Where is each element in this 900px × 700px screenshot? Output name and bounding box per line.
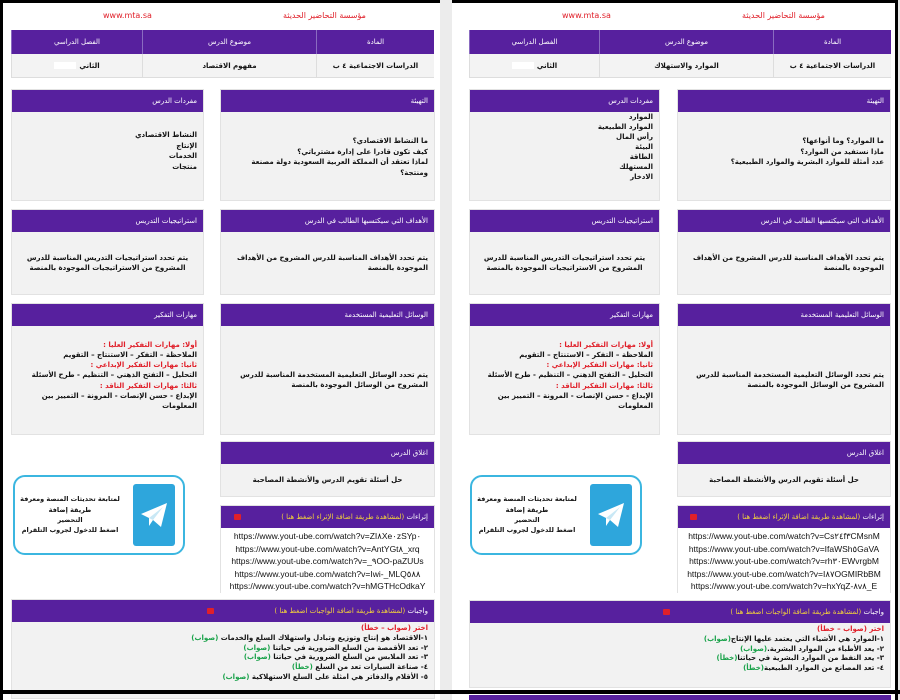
homework-item: ١-الموارد هي الأشياء التي يعتمد عليها الإنتاج(صواب) [703, 634, 884, 643]
enrichment-links [678, 528, 890, 593]
next-section-header [469, 695, 891, 700]
thinking-list: أولا: مهارات التفكير العليا : الملاحظة – التفكر – الاستنتاج – التقويم ثانيا: مهارات التفكير الإبداعي : التحليل – التفتح الذهني – التنظيم - طرح الأسئلة ثالثا: مهارات التفكير الناقد : الإبداع - حسن الإنصات - المرونة – التمييز بين المعلومات [487, 341, 653, 410]
meta-term: الثاني [11, 54, 142, 78]
homework-item: ٥- الأقلام والدفاتر هي امثلة على السلع الاستهلاكية (صواب) [222, 672, 428, 681]
org-name: مؤسسة التحاضير الحديثة [283, 11, 366, 20]
aids-text: يتم تحدد الوسائل التعليمية المستخدمة المناسبة للدرس المشروح من الوسائل الموجودة بالمنصة [240, 370, 428, 389]
closing-text: حل أسئلة تقويم الدرس والأنشطة المصاحبة [252, 475, 403, 484]
intro-body: ما النشاط الاقتصادي؟ كيف تكون قادرا على إدارة مشترياتي؟ لماذا تعتقد أن المملكة العربية السعودية دولة مصنعة ومنتجة؟ [251, 137, 428, 177]
page-gap [440, 0, 452, 700]
goals-text: يتم تحدد الأهداف المناسبة للدرس المشروح من الأهداف الموجودة بالمنصة [692, 253, 884, 272]
vocab-list: الموارد الموارد الطبيعية رأس المال البيئة الطاقة المستهلك الادخار [597, 113, 653, 181]
strategies-text: يتم تحدد استراتيجيات التدريس المناسبة للدرس المشروح من الاستراتيجيات الموجودة بالمنصة [483, 253, 646, 272]
lesson-page-1 [0, 0, 440, 700]
org-name: مؤسسة التحاضير الحديثة [742, 11, 825, 20]
meta-topic: مفهوم الاقتصاد [142, 54, 316, 78]
lesson-meta-table [469, 30, 891, 78]
meta-subject: الدراسات الاجتماعية ٤ ب [316, 54, 434, 78]
homework-card [11, 599, 435, 699]
thinking-title: مهارات التفكير [470, 304, 659, 326]
enrichment-link[interactable]: https://www.yout-ube.com/watch?v=AntYGt٨_xrq [235, 543, 420, 554]
goals-text: يتم تحدد الأهداف المناسبة للدرس المشروح من الأهداف الموجودة بالمنصة [236, 253, 428, 272]
homework-item: ٣- يعد النفط من الموارد البشرية في حياتنا(خطأ) [716, 654, 884, 663]
intro-title: التهيئة [678, 90, 890, 112]
meta-topic: الموارد والاستهلاك [599, 54, 773, 78]
frame-bottom-border [0, 690, 900, 694]
meta-header-topic: موضوع الدرس [599, 30, 773, 54]
intro-title: التهيئة [221, 90, 434, 112]
intro-card [220, 89, 435, 201]
intro-card [677, 89, 891, 201]
homework-header[interactable]: واجبات (لمشاهدة طريقة اضافة الواجبات اضغط هنا ) [470, 601, 890, 623]
enrichment-link[interactable]: https://www.yout-ube.com/watch?v=ZI٨Xe٠zSYp٠ [233, 531, 422, 541]
goals-card [220, 209, 435, 295]
page-header [3, 11, 440, 25]
goals-title: الأهداف التي سيكتسبها الطالب في الدرس [221, 210, 434, 232]
youtube-icon[interactable] [690, 514, 697, 520]
enrichment-link[interactable]: https://www.yout-ube.com/watch?v=I٨٧OGMIRbBM [687, 568, 881, 579]
telegram-banner[interactable] [470, 475, 642, 555]
page-header [452, 11, 895, 25]
telegram-icon [590, 484, 632, 546]
enrichment-link[interactable]: https://www.yout-ube.com/watch?v=Iwi-_MLQ٥٨٨ [234, 568, 421, 579]
telegram-text: لمتابعة تحديثات المنصة ومعرفة طريقة إضافة التحضير اضغط للدخول لجروب التلقرام [20, 495, 120, 535]
youtube-icon[interactable] [207, 608, 214, 614]
strategies-card [11, 209, 204, 295]
vocab-title: مفردات الدرس [470, 90, 659, 112]
strategies-text: يتم تحدد استراتيجيات التدريس المناسبة للدرس المشروح من الاستراتيجيات الموجودة بالمنصة [26, 253, 189, 272]
enrichment-link[interactable]: https://www.yout-ube.com/watch?v=_٩OO-paZUUs [231, 556, 424, 566]
lesson-page-2 [452, 0, 898, 700]
homework-header[interactable]: واجبات (لمشاهدة طريقة اضافة الواجبات اضغط هنا ) [12, 600, 434, 622]
telegram-text: لمتابعة تحديثات المنصة ومعرفة طريقة إضافة التحضير اضغط للدخول لجروب التلقرام [477, 495, 577, 535]
closing-title: اغلاق الدرس [221, 442, 434, 464]
site-url[interactable]: www.mta.sa [103, 11, 152, 20]
meta-header-subject: المادة [316, 30, 434, 54]
homework-list: اختر (صواب – خطأ) ١-الموارد هي الأشياء التي يعتمد عليها الإنتاج(صواب) ٢- يعد الأطباء من الموارد البشرية.(صواب) ٣- يعد النفط من الموارد البشرية في حياتنا(خطأ) ٤- تعد المصانع من الموارد الطبيعية(خطأ) [470, 623, 890, 678]
meta-term: الثاني [469, 54, 599, 78]
meta-header-subject: المادة [773, 30, 891, 54]
enrichment-header[interactable]: إثراءات (لمشاهدة طريقة اضافة الإثراء اضغط هنا ) [678, 506, 890, 528]
vocab-title: مفردات الدرس [12, 90, 203, 112]
strategies-title: استراتيجيات التدريس [12, 210, 203, 232]
site-url[interactable]: www.mta.sa [562, 11, 611, 20]
lesson-meta-table [11, 30, 434, 78]
homework-item: ٤- صناعة السيارات تعد من السلع (خطأ) [291, 663, 428, 672]
homework-item: ٣- تعد الملابس من السلع الضرورية في حياتنا (صواب) [243, 653, 428, 662]
homework-item: ٢- يعد الأطباء من الموارد البشرية.(صواب) [740, 644, 884, 653]
aids-title: الوسائل التعليمية المستخدمة [678, 304, 890, 326]
thinking-card [469, 303, 660, 435]
aids-card [677, 303, 891, 435]
meta-header-topic: موضوع الدرس [142, 30, 316, 54]
enrichment-link[interactable]: https://www.yout-ube.com/watch?v=hxYqZ-٨v٨_E [690, 581, 878, 591]
goals-card [677, 209, 891, 295]
closing-card [677, 441, 891, 497]
enrichment-link[interactable]: https://www.yout-ube.com/watch?v=IfaWSh٥GaVA [688, 543, 880, 554]
enrichment-link[interactable]: https://www.yout-ube.com/watch?v=Cs٢٤f٣CMsnM [688, 531, 880, 541]
closing-text: حل أسئلة تقويم الدرس والأنشطة المصاحبة [709, 475, 859, 484]
enrichment-card [677, 505, 891, 593]
homework-item: ١-الاقتصاد هو إنتاج وتوزيع وتبادل واستهلاك السلع والخدمات (صواب) [191, 633, 428, 642]
youtube-icon[interactable] [234, 514, 241, 520]
strategies-card [469, 209, 660, 295]
enrichment-header[interactable]: إثراءات (لمشاهدة طريقة اضافة الإثراء اضغط هنا ) [221, 506, 434, 528]
aids-title: الوسائل التعليمية المستخدمة [221, 304, 434, 326]
homework-item: ٤- تعد المصانع من الموارد الطبيعية(خطأ) [743, 664, 884, 673]
thinking-card [11, 303, 204, 435]
intro-body: ما الموارد؟ وما أنواعها؟ ماذا نستفيد من الموارد؟ عدد أمثلة للموارد البشرية والموارد الطبيعية؟ [730, 137, 884, 166]
homework-card [469, 600, 891, 688]
vocab-card [469, 89, 660, 201]
enrichment-link[interactable]: https://www.yout-ube.com/watch?v=hMGTHcOdkaY [229, 581, 426, 591]
strategies-title: استراتيجيات التدريس [470, 210, 659, 232]
meta-header-term: الفصل الدراسي [469, 30, 599, 54]
telegram-banner[interactable] [13, 475, 185, 555]
enrichment-link[interactable]: https://www.yout-ube.com/watch?v=rh٣٠EWvrgbM [689, 556, 879, 566]
meta-subject: الدراسات الاجتماعية ٤ ب [773, 54, 891, 78]
aids-card [220, 303, 435, 435]
youtube-icon[interactable] [663, 609, 670, 615]
closing-card [220, 441, 435, 497]
telegram-icon [133, 484, 175, 546]
thinking-title: مهارات التفكير [12, 304, 203, 326]
homework-item: ٢- تعد الأقمصة من السلع الضرورية في حياتنا (صواب) [243, 643, 428, 652]
closing-title: اغلاق الدرس [678, 442, 890, 464]
homework-list: اختر (صواب – خطأ) ١-الاقتصاد هو إنتاج وتوزيع وتبادل واستهلاك السلع والخدمات (صواب) ٢- تعد الأقمصة من السلع الضرورية في حياتنا (صواب) ٣- تعد الملابس من السلع الضرورية في حياتنا (صواب) ٤- صناعة السيارات تعد من السلع (خطأ) ٥- الأقلام والدفاتر هي امثلة على السلع الاستهلاكية (صواب) [12, 622, 434, 687]
enrichment-links [221, 528, 434, 593]
aids-text: يتم تحدد الوسائل التعليمية المستخدمة المناسبة للدرس المشروح من الوسائل الموجودة بالمنصة [696, 370, 884, 389]
thinking-list: أولا: مهارات التفكير العليا : الملاحظة – التفكر – الاستنتاج – التقويم ثانيا: مهارات التفكير الإبداعي : التحليل – التفتح الذهني – التنظيم - طرح الأسئلة ثالثا: مهارات التفكير الناقد : الإبداع - حسن الإنصات - المرونة – التمييز بين المعلومات [31, 341, 197, 410]
vocab-list: النشاط الاقتصادي الإنتاج الخدمات منتجات [135, 131, 197, 171]
vocab-card [11, 89, 204, 201]
enrichment-card [220, 505, 435, 593]
goals-title: الأهداف التي سيكتسبها الطالب في الدرس [678, 210, 890, 232]
meta-header-term: الفصل الدراسي [11, 30, 142, 54]
